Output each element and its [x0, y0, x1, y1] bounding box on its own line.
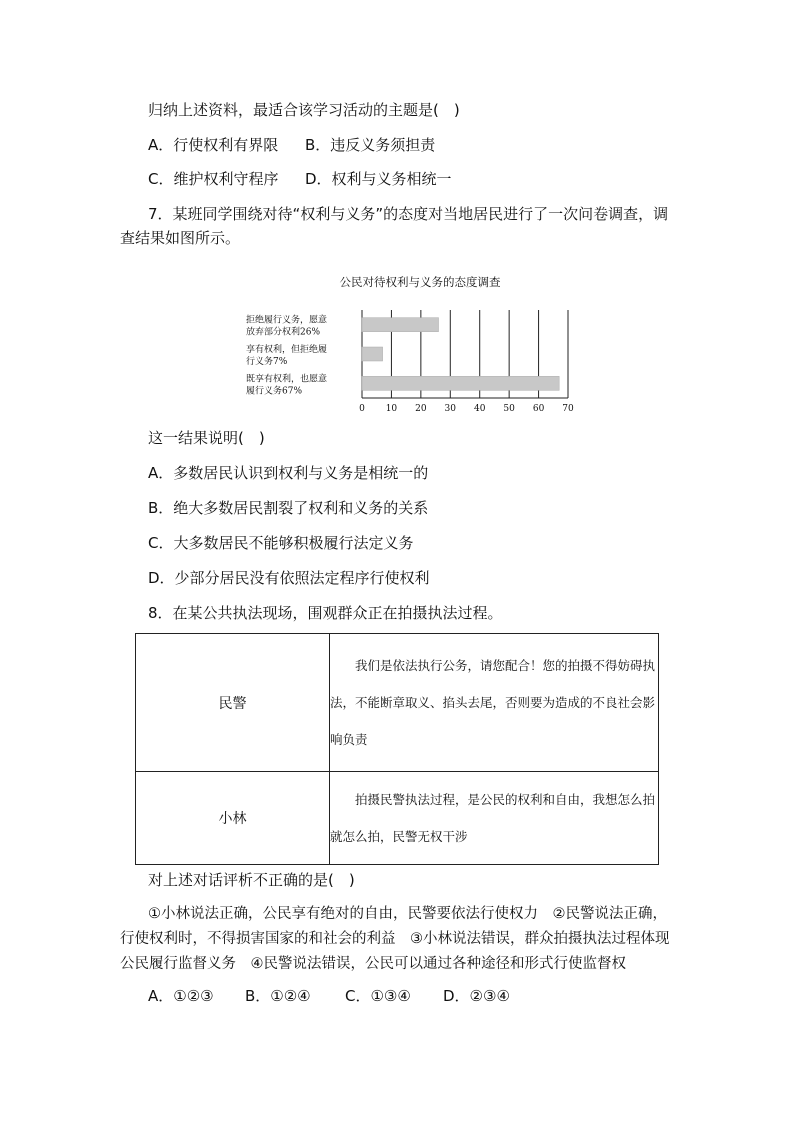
- q8-option-a: A．①②③: [148, 987, 214, 1005]
- q7-ask: 这一结果说明( ): [148, 429, 265, 447]
- category-label-0-0: 拒绝履行义务，愿意: [246, 315, 328, 326]
- chart-title: 公民对待权利与义务的态度调查: [339, 275, 501, 289]
- dialog-row-police: [136, 634, 659, 772]
- q7-stem-line1: 7．某班同学围绕对待“权利与义务”的态度对当地居民进行了一次问卷调查，调: [148, 205, 669, 223]
- q6-option-c: C．维护权利守程序: [148, 170, 279, 188]
- q8-para-line2: 行使权利时，不得损害国家的和社会的利益 ③小林说法错误，群众拍摄执法过程体现: [120, 931, 670, 947]
- dialog-row-xiaolin: [136, 772, 659, 865]
- q6-option-b: B．违反义务须担责: [305, 136, 436, 154]
- speech-xiaolin: [330, 772, 659, 865]
- speech-xiaolin-text: 拍摄民警执法过程，是公民的权利和自由，我想怎么拍就怎么拍，民警无权干涉: [330, 792, 656, 844]
- q6-option-a: A．行使权利有界限: [148, 136, 279, 154]
- bar-0: [362, 318, 439, 332]
- x-tick-label-70: 70: [562, 404, 574, 414]
- q8-para-line3: 公民履行监督义务 ④民警说法错误，公民可以通过各种途径和形式行使监督权: [120, 956, 626, 972]
- category-label-2-0: 既享有权利，也愿意: [246, 374, 328, 385]
- q8-para-line1: ①小林说法正确，公民享有绝对的自由，民警要依法行使权力 ②民警说法正确，: [148, 906, 667, 922]
- role-xiaolin: 小林: [136, 772, 330, 865]
- category-label-1-0: 享有权利，但拒绝履: [246, 345, 328, 355]
- x-tick-label-40: 40: [473, 404, 486, 414]
- q7-option-b: B．绝大多数居民割裂了权利和义务的关系: [148, 499, 429, 517]
- category-label-0-1: 放弃部分权利26%: [246, 327, 321, 338]
- q8-stem: 8．在某公共执法现场，围观群众正在拍摄执法过程。: [148, 604, 503, 622]
- q8-option-d: D．②③④: [443, 987, 510, 1005]
- dialog-table: [135, 633, 659, 865]
- x-tick-label-10: 10: [385, 404, 398, 414]
- q6-stem: 归纳上述资料，最适合该学习活动的主题是( ): [148, 101, 460, 119]
- speech-police: [330, 634, 659, 772]
- q7-option-c: C．大多数居民不能够积极履行法定义务: [148, 534, 414, 552]
- q8-option-b: B．①②④: [245, 987, 311, 1005]
- bar-2: [362, 376, 559, 390]
- q8-option-c: C．①③④: [345, 987, 411, 1005]
- q8-ask: 对上述对话评析不正确的是( ): [148, 871, 355, 889]
- x-tick-label-60: 60: [532, 404, 545, 414]
- bar-chart: [240, 308, 590, 420]
- x-tick-label-20: 20: [415, 404, 427, 414]
- x-tick-label-30: 30: [444, 404, 457, 414]
- q7-option-d: D．少部分居民没有依照法定程序行使权利: [148, 569, 430, 587]
- role-police: 民警: [136, 634, 330, 772]
- category-label-2-1: 履行义务67%: [246, 386, 303, 397]
- q7-stem-line2: 查结果如图所示。: [120, 229, 241, 247]
- speech-police-text: 我们是依法执行公务，请您配合！您的拍摄不得妨碍执法，不能断章取义、掐头去尾，否则要为造成的不良社会影响负责: [330, 658, 656, 747]
- q7-option-a: A．多数居民认识到权利与义务是相统一的: [148, 464, 429, 482]
- x-tick-label-0: 0: [359, 404, 365, 414]
- category-label-1-1: 行义务7%: [246, 357, 288, 367]
- bar-1: [362, 347, 383, 361]
- x-tick-label-50: 50: [503, 404, 515, 414]
- q6-option-d: D．权利与义务相统一: [305, 170, 452, 188]
